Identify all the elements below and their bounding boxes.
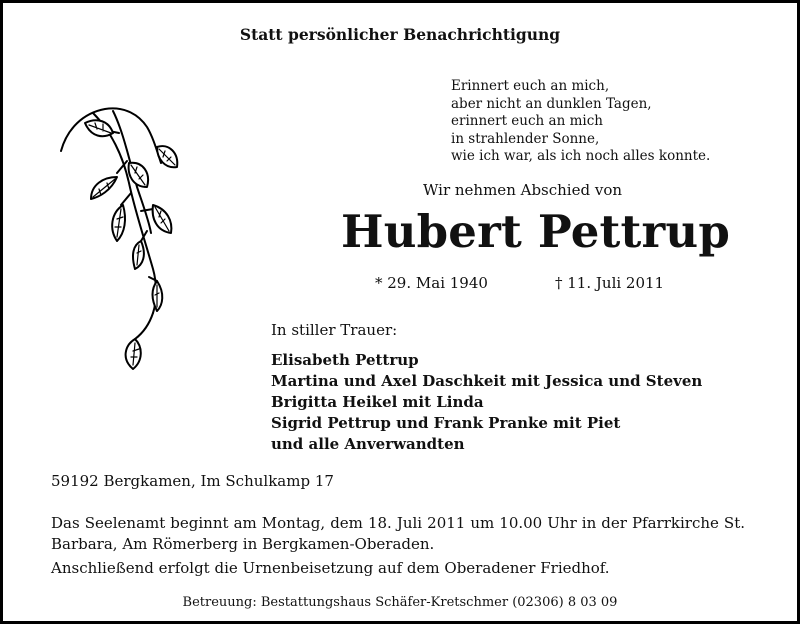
- mourner: Martina und Axel Daschkeit mit Jessica und Steven: [271, 372, 703, 390]
- birth-date: * 29. Mai 1940: [375, 274, 488, 292]
- poem: [451, 78, 710, 166]
- death-date: † 11. Juli 2011: [555, 274, 665, 292]
- leafy-branch-icon: [53, 101, 193, 371]
- mourner: Sigrid Pettrup und Frank Pranke mit Piet: [271, 414, 621, 432]
- mourning-label: In stiller Trauer:: [271, 321, 398, 339]
- poem-line: erinnert euch an mich: [451, 113, 603, 130]
- address: 59192 Bergkamen, Im Schulkamp 17: [51, 472, 334, 490]
- farewell-text: Wir nehmen Abschied von: [423, 181, 623, 199]
- mourner: Brigitta Heikel mit Linda: [271, 393, 484, 411]
- burial-info: Anschließend erfolgt die Urnenbeisetzung auf dem Oberadener Friedhof.: [51, 559, 610, 577]
- poem-line: aber nicht an dunklen Tagen,: [451, 95, 652, 112]
- poem-line: wie ich war, als ich noch alles konnte.: [451, 148, 711, 165]
- poem-line: Erinnert euch an mich,: [451, 78, 610, 94]
- mourner: und alle Anverwandten: [271, 435, 465, 453]
- mourners-list: [271, 350, 702, 455]
- mourner: Elisabeth Pettrup: [271, 351, 419, 369]
- funeral-home-footer: Betreuung: Bestattungshaus Schäfer-Kretschmer (02306) 8 03 09: [182, 595, 618, 610]
- notice-header: Statt persönlicher Benachrichtigung: [239, 25, 561, 44]
- service-info: Das Seelenamt beginnt am Montag, dem 18. Juli 2011 um 10.00 Uhr in der Pfarrkirche St. Barbara, Am Römerberg in Bergkamen-Oberaden.: [51, 514, 745, 553]
- poem-line: in strahlender Sonne,: [451, 130, 600, 147]
- deceased-name: Hubert Pettrup: [341, 205, 731, 258]
